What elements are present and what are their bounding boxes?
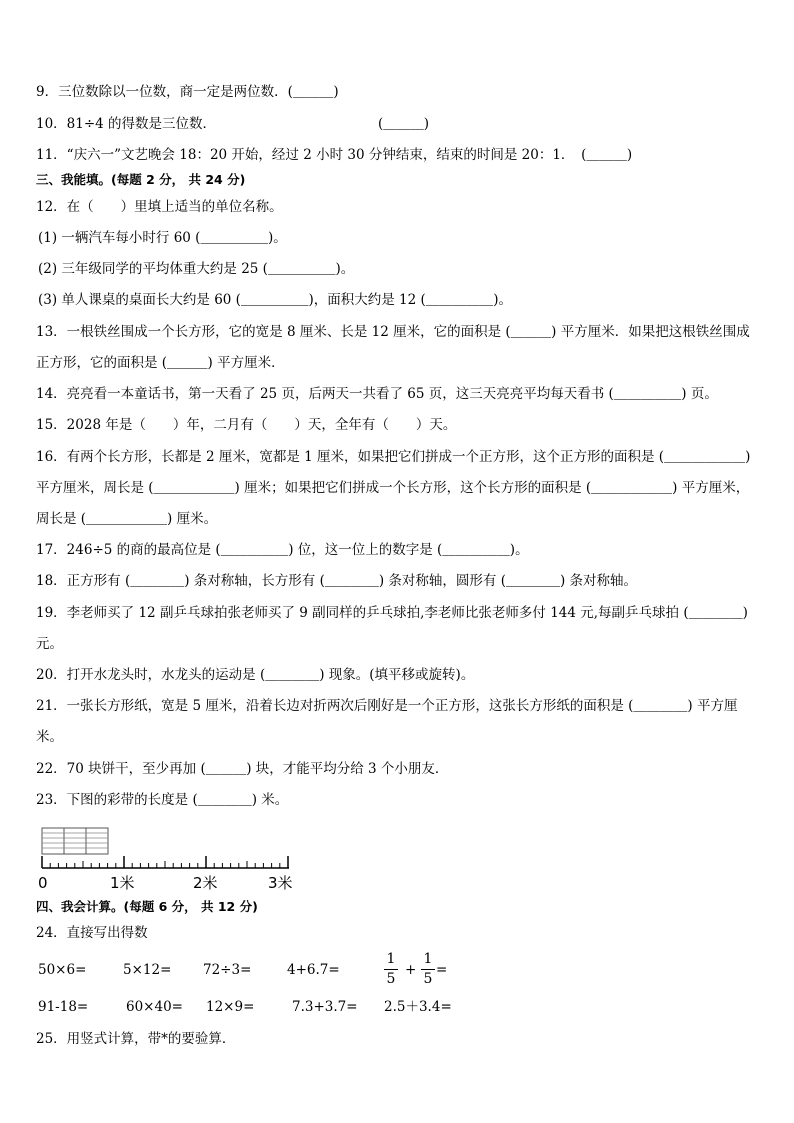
- q13-line1: 13．一根铁丝围成一个长方形，它的宽是 8 厘米、长是 12 厘米，它的面积是 (＿＿＿) 平方厘米．如果把这根铁丝围成: [36, 324, 750, 340]
- section-3-heading: 三、我能填。(每题 2 分， 共 24 分): [36, 172, 246, 187]
- equals-sign: =: [436, 962, 448, 978]
- calc-5x12: 5×12=: [123, 962, 172, 978]
- ruler-label-3m: 3米: [268, 874, 293, 892]
- q22: 22．70 块饼干，至少再加 (＿＿＿) 块，才能平均分给 3 个小朋友．: [36, 761, 449, 777]
- fraction-1-5-a: [384, 951, 398, 988]
- q9: 9．三位数除以一位数，商一定是两位数．(＿＿＿): [36, 84, 339, 100]
- calc-72div3: 72÷3=: [203, 962, 252, 978]
- q18: 18．正方形有 (＿＿＿＿) 条对称轴，长方形有 (＿＿＿＿) 条对称轴，圆形有 (＿＿＿＿) 条对称轴。: [36, 573, 638, 589]
- q20: 20．打开水龙头时，水龙头的运动是 (＿＿＿＿) 现象。(填平移或旋转)。: [36, 667, 475, 683]
- q17: 17．246÷5 的商的最高位是 (＿＿＿＿＿) 位，这一位上的数字是 (＿＿＿＿＿)。: [36, 542, 529, 558]
- q16-line2: 平方厘米，周长是 (＿＿＿＿＿＿) 厘米；如果把它们拼成一个长方形，这个长方形的面积是 (＿＿＿＿＿＿) 平方厘米，: [36, 480, 750, 496]
- ribbon-ruler-figure: [38, 826, 308, 892]
- calc-2.5plus3.4: 2.5＋3.4=: [384, 999, 452, 1015]
- fraction-numerator: 1: [386, 951, 396, 967]
- calc-91minus18: 91-18=: [38, 999, 89, 1015]
- q12-1: (1) 一辆汽车每小时行 60 (＿＿＿＿＿)。: [38, 230, 287, 246]
- q10: 10．81÷4 的得数是三位数．: [36, 116, 217, 132]
- calc-60x40: 60×40=: [126, 999, 183, 1015]
- fraction-numerator: 1: [423, 951, 433, 967]
- q14: 14．亮亮看一本童话书，第一天看了 25 页，后两天一共看了 65 页，这三天亮亮平均每天看书 (＿＿＿＿＿) 页。: [36, 386, 718, 402]
- plus-sign: +: [405, 962, 417, 978]
- q16-line1: 16．有两个长方形，长都是 2 厘米，宽都是 1 厘米，如果把它们拼成一个正方形，这个正方形的面积是 (＿＿＿＿＿＿): [36, 449, 751, 465]
- q15: 15．2028 年是（ ）年，二月有（ ）天，全年有（ ）天。: [36, 417, 457, 433]
- q21-line1: 21．一张长方形纸，宽是 5 厘米，沿着长边对折两次后刚好是一个正方形，这张长方形纸的面积是 (＿＿＿＿) 平方厘: [36, 698, 738, 714]
- ribbon: [42, 828, 108, 854]
- q12-3: (3) 单人课桌的桌面长大约是 60 (＿＿＿＿＿)，面积大约是 12 (＿＿＿＿＿)。: [38, 292, 513, 308]
- fraction-denominator: 5: [423, 971, 433, 987]
- q13-line2: 正方形，它的面积是 (＿＿＿) 平方厘米．: [36, 355, 285, 371]
- calc-12x9: 12×9=: [206, 999, 255, 1015]
- calc-4plus6.7: 4+6.7=: [287, 962, 340, 978]
- q12: 12．在（ ）里填上适当的单位名称。: [36, 199, 283, 215]
- calc-50x6: 50×6=: [38, 962, 87, 978]
- q24: 24．直接写出得数: [36, 925, 148, 941]
- q16-line3: 周长是 (＿＿＿＿＿＿) 厘米。: [36, 511, 218, 527]
- q21-line2: 米。: [36, 729, 63, 745]
- ruler-label-2m: 2米: [193, 874, 218, 892]
- q25: 25．用竖式计算，带*的要验算．: [36, 1031, 236, 1047]
- q11: 11．“庆六一”文艺晚会 18：20 开始，经过 2 小时 30 分钟结束，结束的时间是 20：1． (＿＿＿): [36, 147, 633, 163]
- ruler-label-1m: 1米: [110, 874, 135, 892]
- q19-line2: 元。: [36, 636, 63, 652]
- fraction-1-5-b: [421, 951, 435, 988]
- section-4-heading: 四、我会计算。(每题 6 分， 共 12 分): [36, 899, 258, 914]
- calc-7.3plus3.7: 7.3+3.7=: [292, 999, 358, 1015]
- q19-line1: 19．李老师买了 12 副乒乓球拍张老师买了 9 副同样的乒乓球拍,李老师比张老师多付 144 元,每副乒乓球拍 (＿＿＿＿): [36, 605, 748, 621]
- q23: 23．下图的彩带的长度是 (＿＿＿＿) 米。: [36, 792, 289, 808]
- ruler-ticks: [42, 856, 288, 868]
- q12-2: (2) 三年级同学的平均体重大约是 25 (＿＿＿＿＿)。: [38, 261, 355, 277]
- fraction-denominator: 5: [386, 971, 396, 987]
- ruler-label-0: 0: [38, 874, 48, 892]
- q10-answer-blank[interactable]: (＿＿＿): [378, 116, 430, 132]
